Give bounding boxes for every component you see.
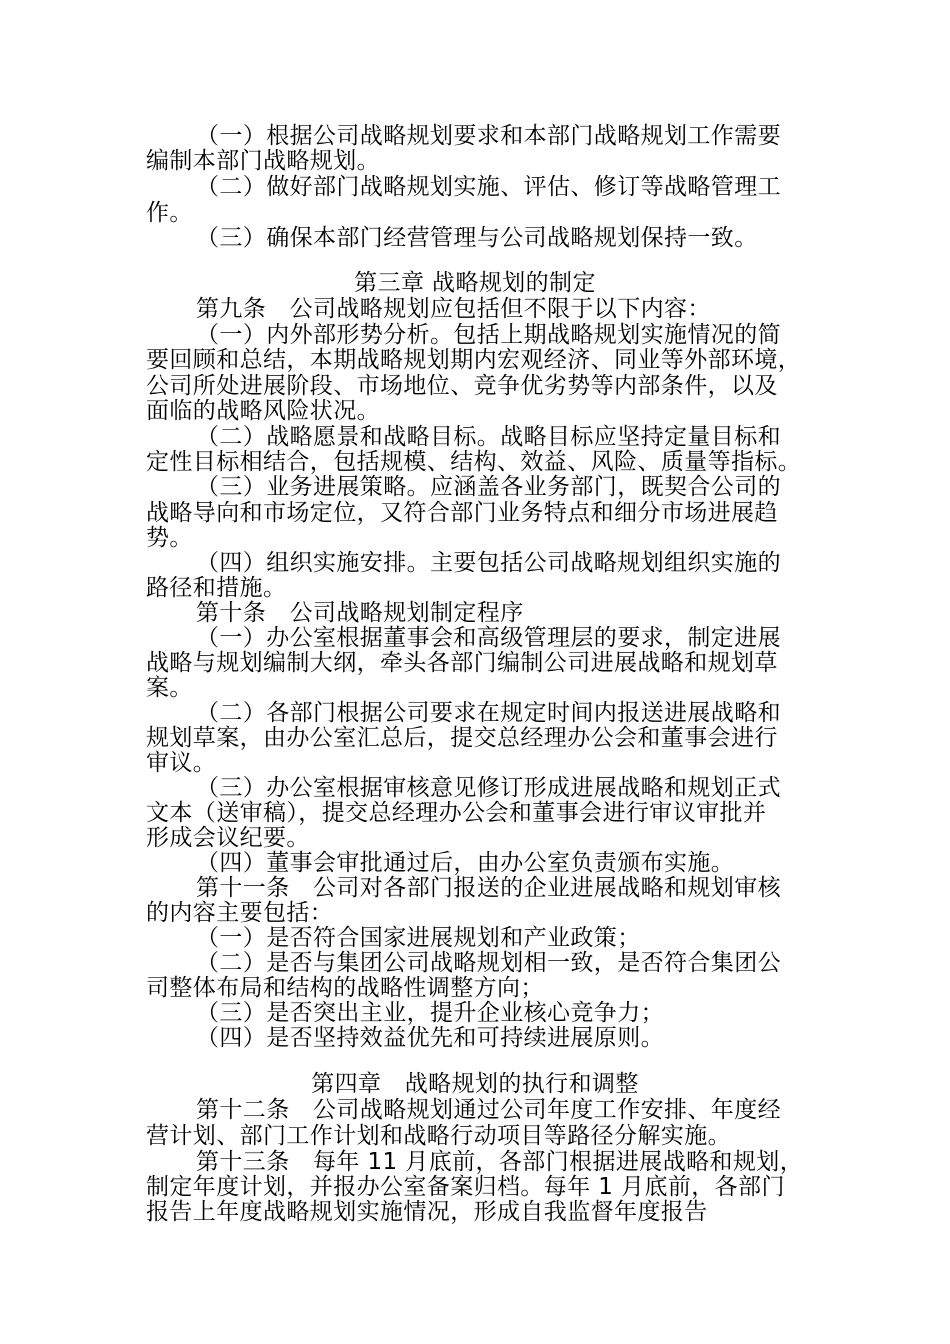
article-heading: 第十条 公司战略规划制定程序 — [196, 600, 524, 626]
chapter-heading: 第四章 战略规划的执行和调整 — [311, 1071, 639, 1097]
paragraph-line: 编制本部门战略规划。 — [146, 148, 380, 174]
paragraph-line: 路径和措施。 — [146, 575, 287, 601]
paragraph-line: 势。 — [146, 525, 193, 551]
paragraph-line: 司整体布局和结构的战略性调整方向； — [146, 975, 544, 1001]
paragraph-line: （二）做好部门战略规划实施、评估、修订等战略管理工 — [196, 174, 781, 200]
paragraph-line: 报告上年度战略规划实施情况，形成自我监督年度报告 — [146, 1199, 708, 1225]
paragraph-line: 营计划、部门工作计划和战略行动项目等路径分解实施。 — [146, 1123, 731, 1149]
paragraph-line: （一）是否符合国家进展规划和产业政策； — [196, 925, 641, 951]
article-heading: 第十一条 公司对各部门报送的企业进展战略和规划审核 — [196, 875, 781, 901]
paragraph-line: 战略与规划编制大纲，牵头各部门编制公司进展战略和规划草 — [146, 650, 778, 676]
paragraph-line: （二）各部门根据公司要求在规定时间内报送进展战略和 — [196, 700, 781, 726]
paragraph-line: 要回顾和总结，本期战略规划期内宏观经济、同业等外部环境， — [146, 347, 802, 373]
paragraph-line: 形成会议纪要。 — [146, 825, 310, 851]
paragraph-line: （三）是否突出主业，提升企业核心竞争力； — [196, 1000, 664, 1026]
paragraph-line: （四）是否坚持效益优先和可持续进展原则。 — [196, 1025, 664, 1051]
article-heading: 第十三条 每年 11 月底前，各部门根据进展战略和规划， — [196, 1149, 804, 1175]
paragraph-line: 战略导向和市场定位，又符合部门业务特点和细分市场进展趋 — [146, 500, 778, 526]
paragraph-line: 规划草案，由办公室汇总后，提交总经理办公会和董事会进行 — [146, 725, 778, 751]
paragraph-line: （一）内外部形势分析。包括上期战略规划实施情况的简 — [196, 322, 781, 348]
chapter-heading: 第三章 战略规划的制定 — [354, 270, 596, 296]
paragraph-line: 作。 — [146, 200, 193, 226]
paragraph-line: 审议。 — [146, 750, 217, 776]
paragraph-line: 文本（送审稿），提交总经理办公会和董事会进行审议审批并 — [146, 800, 767, 826]
paragraph-line: （三）确保本部门经营管理与公司战略规划保持一致。 — [196, 225, 758, 251]
paragraph-line: 案。 — [146, 675, 193, 701]
paragraph-line: （三）办公室根据审核意见修订形成进展战略和规划正式 — [196, 775, 781, 801]
paragraph-line: 的内容主要包括： — [146, 900, 334, 926]
paragraph-line: （一）根据公司战略规划要求和本部门战略规划工作需要 — [196, 123, 781, 149]
article-heading: 第九条 公司战略规划应包括但不限于以下内容： — [196, 296, 711, 322]
paragraph-line: 定性目标相结合，包括规模、结构、效益、风险、质量等指标。 — [146, 449, 802, 475]
paragraph-line: 制定年度计划，并报办公室备案归档。每年 1 月底前，各部门 — [146, 1174, 785, 1200]
paragraph-line: （一）办公室根据董事会和高级管理层的要求，制定进展 — [196, 625, 781, 651]
paragraph-line: （二）战略愿景和战略目标。战略目标应坚持定量目标和 — [196, 424, 781, 450]
article-heading: 第十二条 公司战略规划通过公司年度工作安排、年度经 — [196, 1097, 781, 1123]
paragraph-line: （四）董事会审批通过后，由办公室负责颁布实施。 — [196, 850, 735, 876]
paragraph-line: （二）是否与集团公司战略规划相一致，是否符合集团公 — [196, 950, 781, 976]
paragraph-line: （三）业务进展策略。应涵盖各业务部门，既契合公司的 — [196, 474, 781, 500]
paragraph-line: （四）组织实施安排。主要包括公司战略规划组织实施的 — [196, 550, 781, 576]
paragraph-line: 面临的战略风险状况。 — [146, 398, 380, 424]
paragraph-line: 公司所处进展阶段、市场地位、竞争优劣势等内部条件，以及 — [146, 373, 778, 399]
